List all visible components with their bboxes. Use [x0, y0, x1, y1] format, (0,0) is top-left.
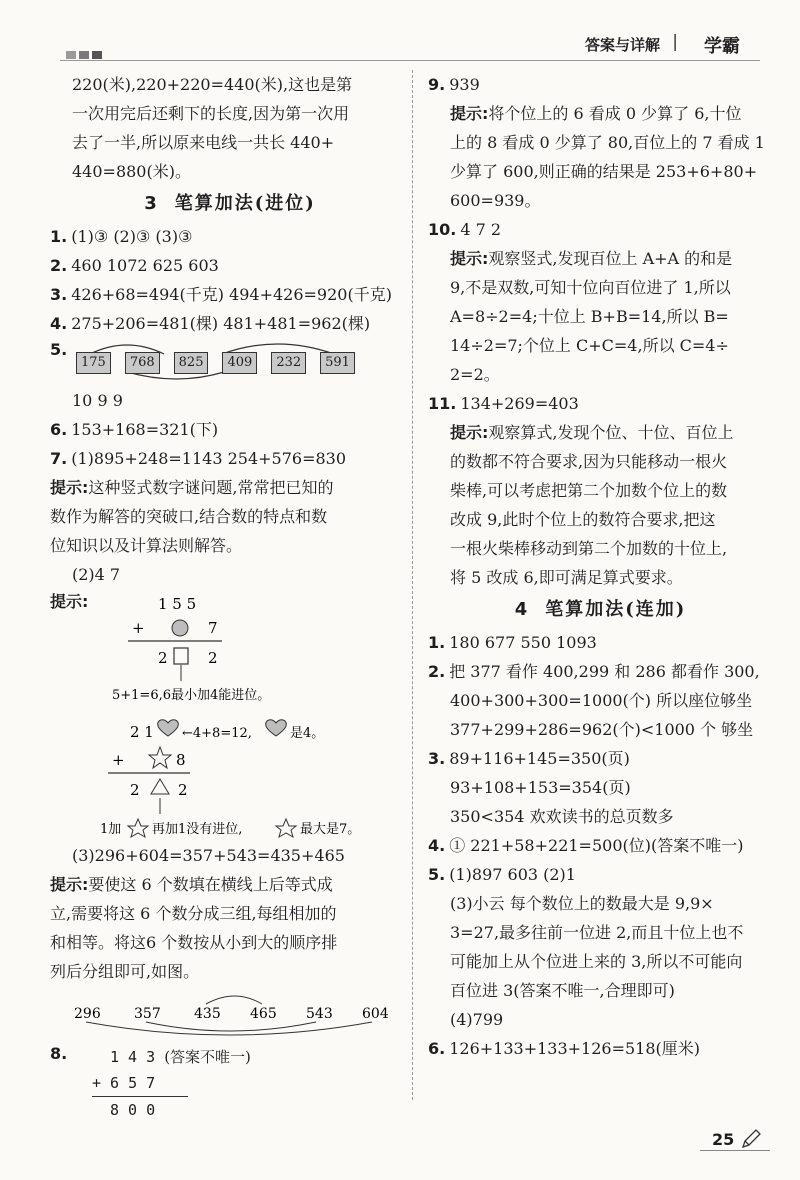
hint-label: 提示:	[50, 592, 89, 611]
hint-block	[50, 870, 410, 986]
answer-item	[428, 628, 773, 657]
item-text: 153+168=321(下)	[71, 420, 219, 439]
section-heading: 笔算加法(连加)	[545, 599, 687, 620]
number-box: 409	[222, 352, 257, 374]
addend-row: + 6 5 7	[92, 1070, 188, 1097]
arc-line	[86, 1022, 372, 1035]
hint-text: 位知识以及计算法则解答。	[50, 536, 243, 555]
column-divider	[412, 70, 413, 1100]
hint-block	[50, 473, 410, 560]
triangle-placeholder-icon	[151, 779, 169, 794]
group-number: 604	[362, 1006, 389, 1022]
star-placeholder-icon	[149, 747, 171, 768]
page-header	[40, 18, 760, 58]
group-number: 543	[306, 1006, 333, 1022]
item-text: 460 1072 625 603	[71, 256, 219, 275]
hint-text: 观察算式,发现个位、十位、百位上	[488, 423, 734, 442]
answer-item	[50, 222, 410, 251]
diagram-note: 最大是7。	[300, 822, 361, 837]
header-title: 答案与详解	[584, 36, 660, 54]
star-icon	[276, 819, 296, 837]
hint-text: 改成 9,此时个位上的数符合要求,把这	[450, 510, 716, 529]
text-line: 百位进 3(答案不唯一,合理即可)	[450, 981, 675, 1000]
section-title	[50, 186, 410, 222]
sum-digit: 2	[158, 649, 168, 667]
group-number: 435	[194, 1006, 221, 1022]
item-text: (1)897 603 (2)1	[449, 865, 576, 884]
addend-digit: 7	[208, 619, 218, 637]
item-continuation	[428, 686, 773, 744]
answer-item	[428, 70, 773, 99]
footer-rule	[700, 1150, 770, 1151]
item-number: 2.	[50, 256, 68, 275]
diagram-note: ←4+8=12,	[182, 726, 252, 741]
item-text: 939	[449, 75, 480, 94]
hint-block	[428, 244, 773, 389]
plus-sign: +	[132, 619, 145, 637]
section-number: 4	[514, 599, 530, 620]
addend-digits: 2 1	[130, 723, 154, 741]
group-number: 296	[74, 1006, 101, 1022]
section-heading: 笔算加法(进位)	[174, 193, 316, 214]
item-text: 126+133+133+126=518(厘米)	[449, 1039, 701, 1058]
square-placeholder-icon	[174, 648, 188, 664]
hint-text: 一根火柴棒移动到第二个加数的十位上,	[450, 539, 728, 558]
hint-text: 将个位上的 6 看成 0 少算了 6,十位	[488, 104, 742, 123]
item-number: 6.	[428, 1039, 446, 1058]
text-line: 可能加上从个位进上来的 3,所以不可能向	[450, 952, 743, 971]
item-number: 9.	[428, 75, 446, 94]
answer-item	[50, 444, 410, 473]
item-number: 4.	[428, 836, 446, 855]
continued-text	[50, 70, 410, 186]
text-line: 400+300+300=1000(个) 所以座位够坐	[450, 691, 753, 710]
item-number: 8.	[50, 1044, 68, 1063]
hint-text: 这种竖式数字谜问题,常常把已知的	[88, 478, 334, 497]
addend-digits: 1 5 5	[158, 595, 197, 613]
number-grouping-diagram	[50, 986, 410, 1040]
hint-text: 要使这 6 个数填在横线上后等式成	[88, 875, 333, 894]
item-number: 4.	[50, 314, 68, 333]
hint-block	[428, 418, 773, 592]
circle-placeholder-icon	[172, 620, 188, 636]
item-number: 10.	[428, 220, 457, 239]
arc-line	[206, 996, 262, 1004]
hint-text: 2=2。	[450, 365, 500, 384]
number-boxes	[76, 342, 369, 382]
group-number: 357	[134, 1006, 161, 1022]
grouping-arcs	[50, 986, 410, 1040]
item-text: (1)895+248=1143 254+576=830	[71, 449, 347, 468]
arc-line	[146, 1022, 316, 1031]
hint-text: 立,需要将这 6 个数分成三组,每组相加的	[50, 904, 337, 923]
hint-text: 数作为解答的突破口,结合数的特点和数	[50, 507, 328, 526]
text-line: 377+299+286=962(个)<1000 个 够坐	[450, 720, 754, 739]
hint-text: 的数都不符合要求,因为只能移动一根火	[450, 452, 728, 471]
text-line: 93+108+153=354(页)	[450, 778, 631, 797]
sum-digit: 2	[178, 781, 188, 799]
hint-text: 和相等。将这6 个数按从小到大的顺序排	[50, 933, 338, 952]
answer-item	[428, 744, 773, 773]
item-text: 10 9 9	[72, 391, 123, 410]
text-line: 去了一半,所以原来电线一共长 440+	[72, 133, 335, 152]
hint-text: 上的 8 看成 0 少算了 80,百位上的 7 看成 1	[450, 133, 765, 152]
right-column	[428, 70, 773, 1063]
hint-text: 14÷2=7;个位上 C+C=4,所以 C=4÷	[450, 336, 729, 355]
item-number: 1.	[50, 227, 68, 246]
hint-text: 将 5 改成 6,即可满足算式要求。	[450, 568, 683, 587]
answer-item	[428, 657, 773, 686]
item-text: 275+206=481(棵) 481+481=962(棵)	[71, 314, 371, 333]
hint-text: A=8÷2=4;十位上 B+B=14,所以 B=	[450, 307, 729, 326]
item-text: 4 7 2	[460, 220, 502, 239]
item-number: 5.	[428, 865, 446, 884]
star-icon	[128, 819, 148, 837]
sum-digit: 2	[208, 649, 218, 667]
page-number: 25	[712, 1130, 735, 1149]
answer-item	[428, 215, 773, 244]
note-text: (答案不唯一)	[164, 1048, 251, 1066]
hint-text: 观察竖式,发现百位上 A+A 的和是	[488, 249, 733, 268]
answer-item	[50, 251, 410, 280]
item-number: 2.	[428, 662, 446, 681]
answer-item	[428, 831, 773, 860]
item-text: (2)4 7	[72, 565, 121, 584]
hint-block	[428, 99, 773, 215]
item-text: 134+269=403	[460, 394, 579, 413]
hint-label: 提示:	[50, 875, 89, 894]
header-brand-logo: 学霸	[704, 36, 740, 57]
item-text: 426+68=494(千克) 494+426=920(千克)	[71, 285, 392, 304]
answer-item-5	[50, 338, 410, 380]
item-text: (3)296+604=357+543=435+465	[72, 846, 345, 865]
plus-sign: +	[112, 751, 125, 769]
left-column	[50, 70, 410, 1130]
section-title	[428, 592, 773, 628]
heart-placeholder-icon	[158, 720, 179, 736]
text-line: 440=880(米)。	[72, 162, 191, 181]
diagram-note: 5+1=6,6最小加4能进位。	[112, 688, 271, 703]
item-continuation	[428, 889, 773, 1034]
item-text: 把 377 看作 400,299 和 286 都看作 300,	[449, 662, 760, 681]
item-number: 3.	[50, 285, 68, 304]
item-number: 6.	[50, 420, 68, 439]
answer-item	[50, 415, 410, 444]
diagram-note: 是4。	[290, 726, 325, 741]
addend-digit: 8	[176, 751, 186, 769]
sum-row: 8 0 0	[110, 1101, 156, 1119]
number-box: 232	[271, 352, 306, 374]
sum-digit: 2	[130, 781, 140, 799]
answer-item	[428, 389, 773, 418]
hint-text: 600=939。	[450, 191, 541, 210]
text-line: (4)799	[450, 1010, 504, 1029]
item-continuation	[428, 773, 773, 831]
text-line: (3)小云 每个数位上的数最大是 9,9×	[450, 894, 714, 913]
hint-text: 柴棒,可以考虑把第二个加数个位上的数	[450, 481, 728, 500]
hint-label: 提示:	[450, 249, 489, 268]
hint-label: 提示:	[450, 104, 489, 123]
answer-item	[50, 280, 410, 309]
number-box: 768	[125, 352, 160, 374]
text-line: 3=27,最多往前一位进 2,而且十位上也不	[450, 923, 744, 942]
section-number: 3	[144, 193, 159, 214]
group-number: 465	[250, 1006, 277, 1022]
answer-item-8	[50, 1040, 410, 1130]
vertical-sum	[92, 1044, 251, 1123]
answer-item	[428, 1034, 773, 1063]
addend-row: 1 4 3	[110, 1048, 156, 1066]
item-number: 5.	[50, 340, 68, 359]
header-rule	[60, 60, 760, 61]
answer-item	[428, 860, 773, 889]
number-box: 825	[174, 352, 209, 374]
diagram-note: 1加	[100, 822, 122, 837]
hint-label: 提示:	[50, 478, 89, 497]
hint-text: 列后分组即可,如图。	[50, 962, 200, 981]
number-box: 175	[76, 352, 111, 374]
answer-item	[50, 309, 410, 338]
text-line: 220(米),220+220=440(米),这也是第	[72, 75, 353, 94]
item-text: 89+116+145=350(页)	[449, 749, 630, 768]
pencil-icon	[740, 1128, 762, 1150]
header-separator: |	[672, 32, 678, 52]
text-line: 一次用完后还剩下的长度,因为第一次用	[72, 104, 350, 123]
item-number: 7.	[50, 449, 68, 468]
item-text: ① 221+58+221=500(位)(答案不唯一)	[449, 836, 744, 855]
heart-icon	[266, 720, 287, 736]
number-box: 591	[320, 352, 355, 374]
text-line: 350<354 欢欢读书的总页数多	[450, 807, 674, 826]
item-number: 1.	[428, 633, 446, 652]
item-number: 3.	[428, 749, 446, 768]
hint-diagrams	[50, 589, 410, 839]
hint-text: 9,不是双数,可知十位向百位进了 1,所以	[450, 278, 731, 297]
hint-label: 提示:	[450, 423, 489, 442]
item-text: 180 677 550 1093	[449, 633, 597, 652]
vertical-addition-diagram	[50, 589, 390, 839]
hint-text: 少算了 600,则正确的结果是 253+6+80+	[450, 162, 758, 181]
item-text: (1)③ (2)③ (3)③	[71, 227, 193, 246]
item-number: 11.	[428, 394, 457, 413]
diagram-note: 再加1没有进位,	[152, 822, 243, 837]
